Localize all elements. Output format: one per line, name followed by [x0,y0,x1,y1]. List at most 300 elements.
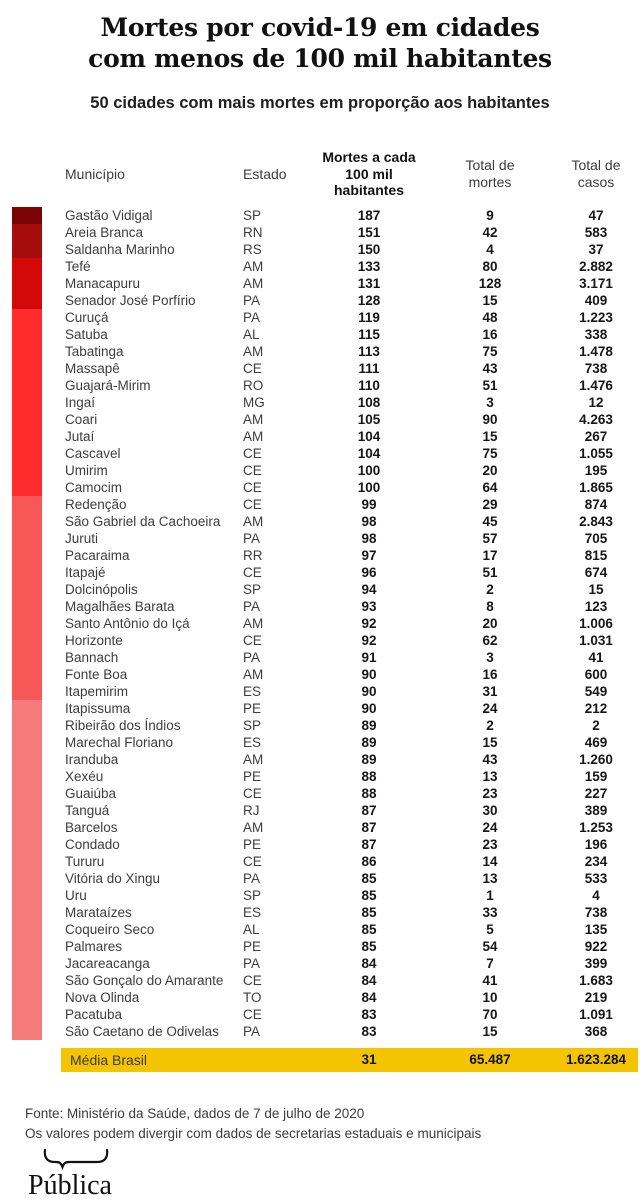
rate-color-swatch [12,360,42,377]
rate-color-swatch [12,666,42,683]
cases-value: 922 [584,939,608,954]
rate-color-swatch [12,853,42,870]
state-code: PA [243,310,261,325]
deaths-value: 5 [486,922,494,937]
municipality-name: Tururu [65,854,105,869]
municipality-name: Camocim [65,480,123,495]
cases-value: 3.171 [579,276,613,291]
state-code: CE [243,446,262,461]
rate-value: 99 [361,497,377,512]
cases-value: 1.476 [579,378,613,393]
rate-value: 91 [361,650,377,665]
cases-value: 1.683 [579,973,613,988]
municipality-name: Satuba [65,327,108,342]
rate-value: 98 [361,531,377,546]
deaths-value: 3 [486,395,494,410]
state-code: PE [243,701,262,716]
municipality-name: Guajará-Mirim [65,378,151,393]
rate-color-swatch [12,547,42,564]
rate-color-swatch [12,836,42,853]
deaths-value: 30 [482,803,498,818]
state-code: SP [243,208,262,223]
municipality-name: Marataízes [65,905,132,920]
rate-value: 88 [361,786,377,801]
municipality-name: Marechal Floriano [65,735,174,750]
deaths-value: 17 [482,548,498,563]
municipality-name: Dolcinópolis [65,582,138,597]
rate-color-swatch [12,513,42,530]
cases-value: 549 [584,684,608,699]
state-code: MG [243,395,265,410]
table-row [0,717,628,734]
municipality-name: Magalhães Barata [65,599,175,614]
state-code: RS [243,242,262,257]
table-row [0,343,628,360]
cases-value: 135 [584,922,608,937]
deaths-value: 128 [478,276,502,291]
row-spacer [42,564,65,581]
page-title [0,12,640,74]
rate-value: 96 [361,565,377,580]
rate-color-swatch [12,224,42,241]
municipality-name: Saldanha Marinho [65,242,175,257]
rate-value: 104 [357,429,381,444]
publica-logo [28,1148,148,1200]
table-row [0,955,628,972]
cases-value: 389 [584,803,608,818]
row-spacer [42,751,65,768]
row-spacer [42,1023,65,1040]
row-spacer [42,292,65,309]
state-code: SP [243,582,262,597]
state-code: PA [243,293,261,308]
rate-value: 187 [357,208,381,223]
state-code: AL [243,327,260,342]
table-row [0,445,628,462]
state-code: PA [243,650,261,665]
table-row [0,428,628,445]
table-row [0,904,628,921]
row-spacer [42,904,65,921]
municipality-name: Ingaí [65,395,96,410]
rate-color-swatch [12,649,42,666]
rate-color-swatch [12,632,42,649]
municipality-name: Gastão Vidigal [65,208,153,223]
state-code: CE [243,854,262,869]
state-code: CE [243,480,262,495]
row-spacer [42,224,65,241]
deaths-value: 42 [482,225,498,240]
row-spacer [42,360,65,377]
rate-value: 113 [358,344,380,359]
cases-value: 227 [584,786,608,801]
rate-value: 105 [357,412,381,427]
rate-value: 133 [357,259,381,274]
row-spacer [42,581,65,598]
table-row [0,598,628,615]
municipality-name: Cascavel [65,446,121,461]
state-code: CE [243,633,262,648]
row-spacer [42,717,65,734]
municipality-name: Manacapuru [65,276,141,291]
cases-value: 159 [584,769,608,784]
state-code: AM [243,344,264,359]
rate-value: 100 [357,480,381,495]
cases-value: 196 [584,837,608,852]
rate-value: 90 [361,684,377,699]
table-row [0,700,628,717]
municipality-name: Itapemirim [65,684,129,699]
rate-value: 87 [361,820,377,835]
rate-color-swatch [12,751,42,768]
row-spacer [42,275,65,292]
rate-color-swatch [12,683,42,700]
state-code: RR [243,548,263,563]
rate-value: 100 [357,463,381,478]
deaths-value: 62 [482,633,498,648]
row-spacer [42,343,65,360]
municipality-name: Uru [65,888,87,903]
deaths-value: 51 [482,378,498,393]
rate-color-swatch [12,955,42,972]
deaths-value: 70 [482,1007,498,1022]
table-row [0,377,628,394]
row-spacer [42,377,65,394]
deaths-value: 13 [482,769,498,784]
table-row [0,989,628,1006]
cases-value: 469 [584,735,608,750]
table-row [0,768,628,785]
cases-value: 4 [592,888,600,903]
table-row [0,853,628,870]
table-row [0,615,628,632]
cases-value: 195 [584,463,608,478]
rate-value: 85 [361,888,377,903]
summary-row [61,1048,638,1072]
cases-value: 1.478 [579,344,613,359]
rate-color-swatch [12,292,42,309]
row-spacer [42,802,65,819]
rate-color-swatch [12,598,42,615]
cases-value: 533 [584,871,608,886]
table-row [0,938,628,955]
rate-value: 87 [361,803,377,818]
state-code: ES [243,905,262,920]
table-row [0,547,628,564]
column-header-municipio: Município [65,165,125,182]
column-header-deaths: Total de mortes [465,157,515,190]
cases-value: 399 [584,956,608,971]
state-code: AL [243,922,260,937]
rate-value: 84 [361,956,377,971]
municipality-name: Itapajé [65,565,106,580]
deaths-value: 16 [482,667,498,682]
rate-value: 89 [361,735,377,750]
cases-value: 600 [584,667,608,682]
rate-value: 119 [358,310,380,325]
municipality-name: São Caetano de Odivelas [65,1024,219,1039]
row-spacer [42,207,65,224]
row-spacer [42,632,65,649]
municipality-name: Vitória do Xingu [65,871,161,886]
summary-label: Média Brasil [70,1052,148,1068]
rate-value: 110 [358,378,380,393]
deaths-value: 57 [482,531,498,546]
table-row [0,411,628,428]
cases-value: 212 [584,701,608,716]
rate-color-swatch [12,496,42,513]
table-row [0,258,628,275]
state-code: SP [243,718,262,733]
state-code: CE [243,361,262,376]
deaths-value: 15 [482,735,498,750]
row-spacer [42,1006,65,1023]
state-code: AM [243,752,264,767]
rate-color-swatch [12,581,42,598]
rate-value: 90 [361,667,377,682]
table-row [0,819,628,836]
deaths-value: 43 [482,361,498,376]
column-header-rate: Mortes a cada 100 mil habitantes [322,149,416,198]
cases-value: 874 [584,497,608,512]
row-spacer [42,887,65,904]
state-code: CE [243,463,262,478]
table-row [0,921,628,938]
table-row [0,632,628,649]
row-spacer [42,547,65,564]
title-line-1: Mortes por covid-19 em cidades [100,13,540,42]
row-spacer [42,428,65,445]
cases-value: 12 [588,395,604,410]
rate-value: 128 [357,293,381,308]
row-spacer [42,989,65,1006]
rate-value: 84 [361,990,377,1005]
deaths-value: 2 [486,582,494,597]
table-row [0,462,628,479]
row-spacer [42,768,65,785]
cases-value: 47 [588,208,604,223]
row-spacer [42,479,65,496]
rate-value: 97 [361,548,377,563]
row-spacer [42,921,65,938]
state-code: PE [243,939,262,954]
cases-value: 267 [584,429,608,444]
municipality-name: São Gabriel da Cachoeira [65,514,221,529]
rate-value: 108 [357,395,381,410]
source-line-1: Fonte: Ministério da Saúde, dados de 7 de julho de 2020 [25,1106,365,1121]
rate-value: 98 [361,514,377,529]
column-header-cases: Total de casos [571,157,621,190]
row-spacer [42,683,65,700]
deaths-value: 16 [482,327,498,342]
municipality-name: Nova Olinda [65,990,140,1005]
cases-value: 1.223 [579,310,613,325]
row-spacer [42,666,65,683]
rate-value: 89 [361,718,377,733]
row-spacer [42,700,65,717]
table-row [0,292,628,309]
source-note [25,1104,481,1144]
deaths-value: 2 [486,718,494,733]
rate-color-swatch [12,241,42,258]
row-spacer [42,309,65,326]
rate-color-swatch [12,258,42,275]
row-spacer [42,530,65,547]
municipality-name: Bannach [65,650,119,665]
cases-value: 338 [584,327,608,342]
municipality-name: Xexéu [65,769,104,784]
cases-value: 37 [588,242,604,257]
table-row [0,734,628,751]
row-spacer [42,513,65,530]
rate-value: 93 [361,599,377,614]
deaths-value: 75 [482,446,498,461]
state-code: TO [243,990,262,1005]
cases-value: 738 [584,361,608,376]
table-row [0,1023,628,1040]
state-code: CE [243,497,262,512]
rate-color-swatch [12,343,42,360]
deaths-value: 24 [482,701,498,716]
deaths-value: 41 [482,973,498,988]
deaths-value: 4 [486,242,494,257]
deaths-value: 23 [482,837,498,852]
deaths-value: 7 [486,956,494,971]
municipality-name: Condado [65,837,120,852]
row-spacer [42,411,65,428]
municipality-name: Horizonte [65,633,123,648]
row-spacer [42,972,65,989]
municipality-name: Senador José Porfírio [65,293,196,308]
deaths-value: 23 [482,786,498,801]
municipality-name: Massapê [65,361,120,376]
municipality-name: Curuçá [65,310,109,325]
rate-color-swatch [12,785,42,802]
cases-value: 738 [584,905,608,920]
title-line-2: com menos de 100 mil habitantes [88,44,552,73]
municipality-name: São Gonçalo do Amarante [65,973,224,988]
deaths-value: 64 [482,480,498,495]
state-code: CE [243,1007,262,1022]
deaths-value: 80 [482,259,498,274]
municipality-name: Redenção [65,497,127,512]
cases-value: 234 [584,854,608,869]
state-code: PA [243,531,261,546]
rate-value: 92 [361,633,377,648]
row-spacer [42,785,65,802]
rate-color-swatch [12,1023,42,1040]
cases-value: 2 [592,718,600,733]
state-code: CE [243,973,262,988]
row-spacer [42,445,65,462]
deaths-value: 3 [486,650,494,665]
rate-value: 150 [357,242,381,257]
rate-value: 90 [361,701,377,716]
rate-value: 86 [361,854,377,869]
state-code: AM [243,259,264,274]
state-code: CE [243,565,262,580]
deaths-value: 24 [482,820,498,835]
summary-cases-value: 1.623.284 [565,1052,627,1067]
state-code: AM [243,667,264,682]
table-row [0,802,628,819]
cases-value: 1.865 [579,480,613,495]
table-row [0,496,628,513]
municipality-name: Tabatinga [65,344,124,359]
rate-value: 92 [361,616,377,631]
rate-color-swatch [12,1006,42,1023]
rate-color-swatch [12,377,42,394]
table-row [0,224,628,241]
state-code: PE [243,769,262,784]
row-spacer [42,938,65,955]
rate-color-swatch [12,989,42,1006]
row-spacer [42,955,65,972]
table-row [0,887,628,904]
rate-color-swatch [12,326,42,343]
rate-color-swatch [12,717,42,734]
row-spacer [42,258,65,275]
cases-value: 674 [584,565,608,580]
table-row [0,360,628,377]
cases-value: 123 [584,599,608,614]
cases-value: 1.055 [579,446,613,461]
rate-color-swatch [12,768,42,785]
rate-color-swatch [12,428,42,445]
municipality-name: Guaiúba [65,786,117,801]
rate-color-swatch [12,870,42,887]
state-code: PE [243,837,262,852]
header-spacer [12,149,42,199]
rate-color-swatch [12,564,42,581]
table-body [0,207,628,1040]
state-code: ES [243,684,262,699]
rate-color-swatch [12,887,42,904]
state-code: PA [243,1024,261,1039]
deaths-value: 43 [482,752,498,767]
table-row [0,870,628,887]
table-row [0,836,628,853]
cases-value: 409 [584,293,608,308]
rate-value: 94 [361,582,377,597]
rate-value: 104 [357,446,381,461]
state-code: RO [243,378,264,393]
table-row [0,479,628,496]
table-row [0,972,628,989]
rate-value: 88 [361,769,377,784]
rate-value: 85 [361,922,377,937]
deaths-value: 8 [486,599,494,614]
rate-value: 83 [361,1024,377,1039]
municipality-name: Coari [65,412,98,427]
row-spacer [42,870,65,887]
rate-color-swatch [12,479,42,496]
state-code: AM [243,429,264,444]
municipality-name: Juruti [65,531,99,546]
state-code: CE [243,786,262,801]
deaths-value: 31 [482,684,498,699]
state-code: PA [243,599,261,614]
cases-value: 2.882 [579,259,613,274]
row-spacer [42,734,65,751]
table-row [0,649,628,666]
municipality-name: Coqueiro Seco [65,922,155,937]
table-header [0,149,640,199]
row-spacer [42,462,65,479]
deaths-value: 15 [482,429,498,444]
table-row [0,751,628,768]
cases-value: 1.091 [579,1007,613,1022]
